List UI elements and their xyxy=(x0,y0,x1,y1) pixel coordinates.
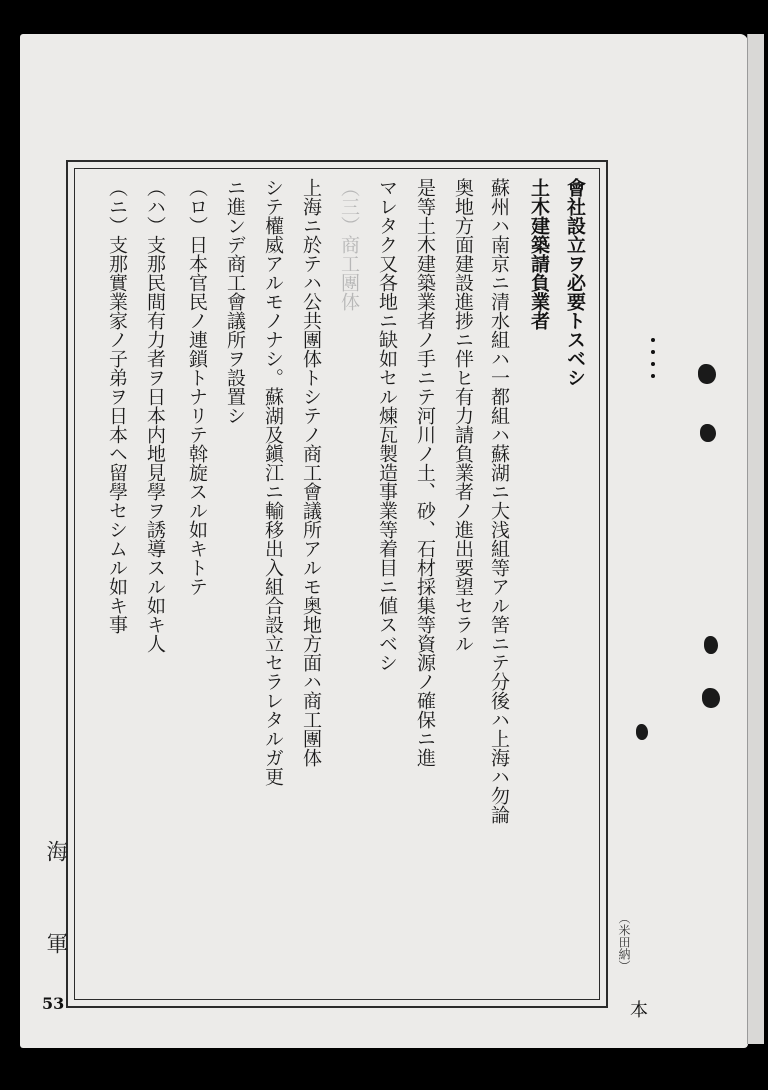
text-column-4: 奥地方面建設進捗ニ伴ヒ有力請負業者ノ進出要望セラル xyxy=(452,178,474,653)
side-note: （米田納） xyxy=(617,912,631,972)
ink-blot xyxy=(698,364,716,384)
text-column-6: マレタク又各地ニ缺如セル煉瓦製造事業等着目ニ値スベシ xyxy=(376,178,398,672)
text-column-13: （ニ）支那實業家ノ子弟ヲ日本ヘ留學セシムル如キ事 xyxy=(106,178,128,634)
text-column-2: 土木建築請負業者 xyxy=(528,178,550,330)
text-column-10: ニ進ンデ商工會議所ヲ設置シ xyxy=(224,178,246,425)
ink-blot xyxy=(702,688,720,708)
bottom-right-mark: 本 xyxy=(630,1000,648,1021)
binding-hole-mark xyxy=(651,362,655,366)
text-column-9: シテ權威アルモノナシ。蘇湖及鎭江ニ輸移出入組合設立セラレタルガ更 xyxy=(262,178,284,786)
margin-label-bottom: 軍 xyxy=(43,932,68,954)
text-column-1: 會社設立ヲ必要トスベシ xyxy=(564,178,586,387)
binding-hole-mark xyxy=(651,338,655,342)
binding-hole-mark xyxy=(651,374,655,378)
binding-hole-mark xyxy=(651,350,655,354)
text-column-12: （ハ）支那民間有力者ヲ日本内地見學ヲ誘導スル如キ人 xyxy=(144,178,166,653)
text-column-11: （ロ）日本官民ノ連鎖トナリテ斡旋スル如キトテ xyxy=(186,178,208,596)
ink-blot xyxy=(700,424,716,442)
ink-blot xyxy=(704,636,718,654)
page-number: 53 xyxy=(42,994,65,1013)
text-column-5: 是等土木建築業者ノ手ニテ河川ノ土、砂、石材採集等資源ノ確保ニ進 xyxy=(414,178,436,767)
ink-blot xyxy=(636,724,648,740)
text-column-8: 上海ニ於テハ公共團体トシテノ商工會議所アルモ奥地方面ハ商工團体 xyxy=(300,178,322,767)
margin-label-top: 海 xyxy=(43,840,68,862)
text-column-3: 蘇州ハ南京ニ清水組ハ一都組ハ蘇湖ニ大浅組等アル筈ニテ分後ハ上海ハ勿論 xyxy=(488,178,510,824)
text-column-7: （三）商工團体 xyxy=(338,178,360,311)
page-edge xyxy=(747,34,764,1044)
